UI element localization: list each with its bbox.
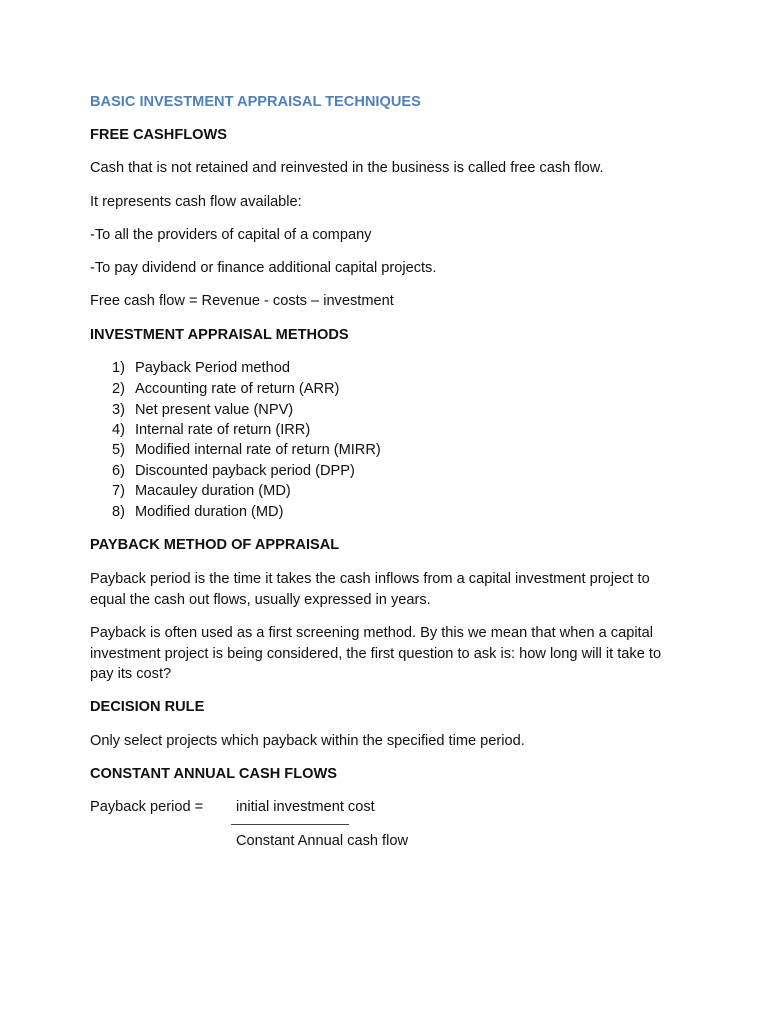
formula-label: Payback period =: [90, 799, 204, 815]
list-item-text: Modified internal rate of return (MIRR): [135, 442, 381, 458]
paragraph-decision-rule: Only select projects which payback within the specified time period.: [90, 733, 525, 749]
list-item-number: 1): [112, 360, 125, 376]
list-item-number: 4): [112, 422, 125, 438]
paragraph-free-cash-flow-formula: Free cash flow = Revenue - costs – investment: [90, 293, 394, 309]
list-item-text: Net present value (NPV): [135, 402, 294, 418]
list-item-number: 8): [112, 504, 125, 520]
formula-numerator: initial investment cost: [236, 799, 375, 815]
document-title: BASIC INVESTMENT APPRAISAL TECHNIQUES: [90, 94, 421, 110]
paragraph-free-cash-flow-definition: Cash that is not retained and reinvested in the business is called free cash flow.: [90, 160, 604, 176]
list-item-text: Payback Period method: [135, 360, 290, 376]
list-item-text: Modified duration (MD): [135, 504, 284, 520]
paragraph-payback-screening: Payback is often used as a first screening method. By this we mean that when a capital investment project is being considered, the first question to ask is: how long will it take to pay its cost?: [90, 625, 662, 682]
heading-payback-method: PAYBACK METHOD OF APPRAISAL: [90, 537, 340, 553]
fraction-bar: [231, 824, 349, 825]
heading-constant-annual-cash-flows: CONSTANT ANNUAL CASH FLOWS: [90, 766, 337, 782]
paragraph-providers-of-capital: -To all the providers of capital of a company: [90, 227, 372, 243]
heading-decision-rule: DECISION RULE: [90, 699, 205, 715]
heading-investment-appraisal-methods: INVESTMENT APPRAISAL METHODS: [90, 327, 349, 343]
list-item-number: 5): [112, 442, 125, 458]
list-item-text: Internal rate of return (IRR): [135, 422, 311, 438]
list-item-text: Macauley duration (MD): [135, 483, 291, 499]
formula-denominator: Constant Annual cash flow: [236, 833, 408, 849]
heading-free-cashflows: FREE CASHFLOWS: [90, 127, 228, 143]
list-item-number: 7): [112, 483, 125, 499]
paragraph-pay-dividend: -To pay dividend or finance additional capital projects.: [90, 260, 437, 276]
list-item-text: Discounted payback period (DPP): [135, 463, 355, 479]
paragraph-payback-definition: Payback period is the time it takes the cash inflows from a capital investment project to equal the cash out flows, usually expressed in years.: [90, 571, 650, 608]
list-item-number: 6): [112, 463, 125, 479]
list-item-number: 3): [112, 402, 125, 418]
list-item-text: Accounting rate of return (ARR): [135, 381, 340, 397]
paragraph-cash-flow-available: It represents cash flow available:: [90, 194, 302, 210]
list-item-number: 2): [112, 381, 125, 397]
